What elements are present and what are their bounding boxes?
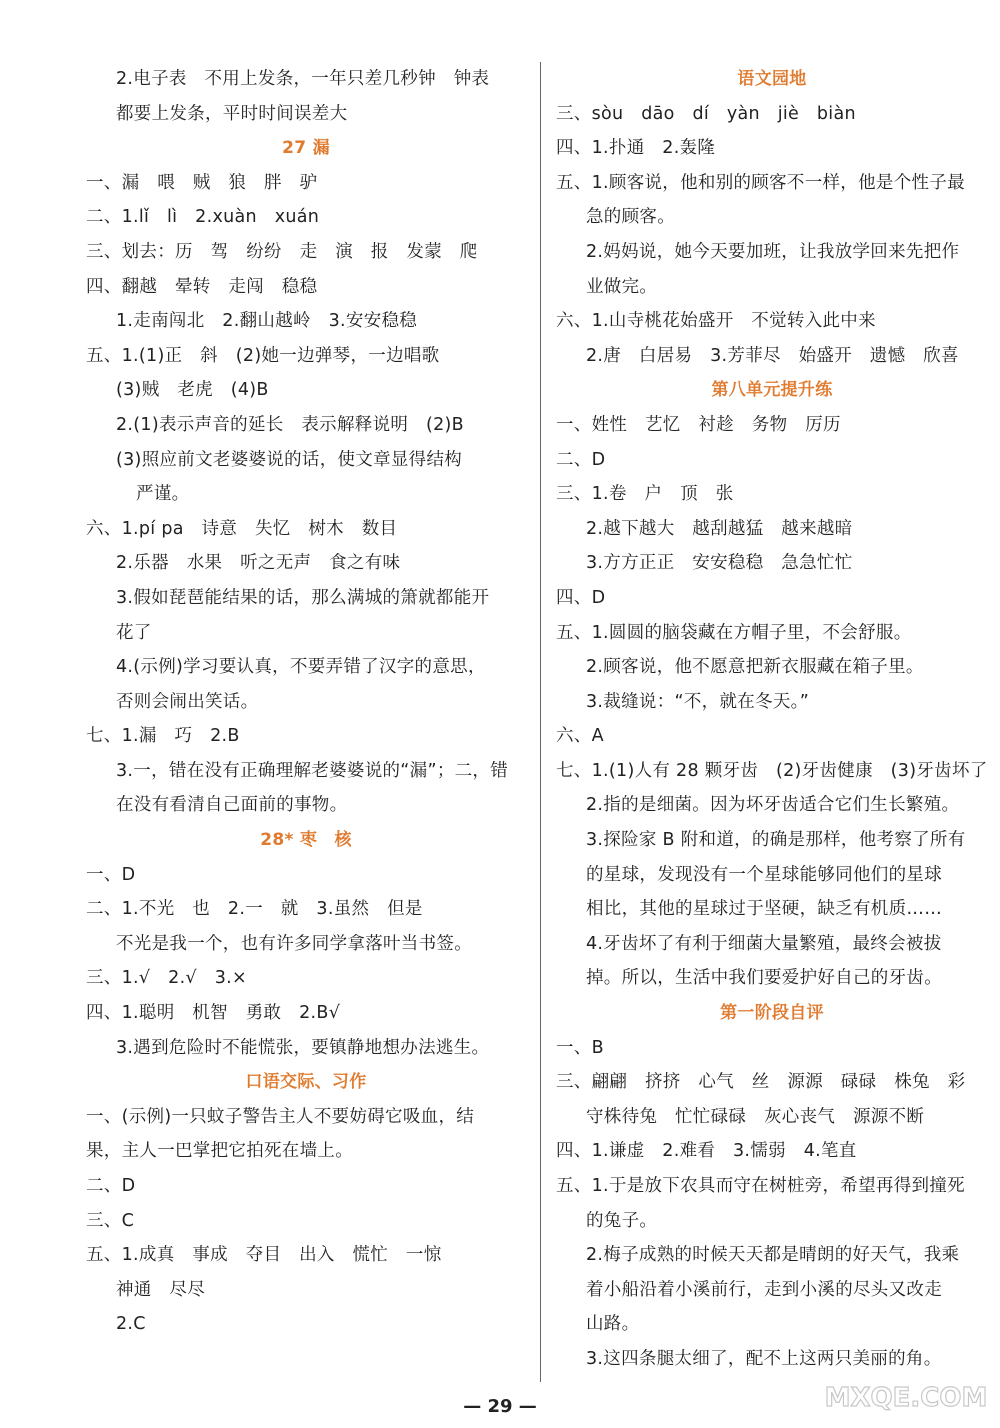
answer-line: 严谨。 <box>136 484 190 505</box>
answer-line: 一、B <box>556 1037 604 1058</box>
watermark-text: MXQE.COM <box>824 1383 988 1413</box>
answer-line: 守株待兔 忙忙碌碌 灰心丧气 源源不断 <box>586 1106 925 1127</box>
answer-line: 2.(1)表示声音的延长 表示解释说明 (2)B <box>116 414 464 435</box>
answer-line: 二、1.不光 也 2.一 就 3.虽然 但是 <box>86 899 423 920</box>
answer-line: 3.假如琵琶能结果的话，那么满城的箫就都能开 <box>116 587 490 608</box>
answer-line: 2.乐器 水果 听之无声 食之有味 <box>116 553 401 574</box>
answer-line: 五、1.成真 事成 夺目 出入 慌忙 一惊 <box>86 1245 442 1266</box>
answer-line: 2.指的是细菌。因为坏牙齿适合它们生长繁殖。 <box>586 795 960 816</box>
answer-line: (3)照应前文老婆婆说的话，使文章显得结构 <box>116 449 463 470</box>
answer-line: 急的顾客。 <box>586 207 675 228</box>
answer-line: 4.牙齿坏了有利于细菌大量繁殖，最终会被拔 <box>586 933 942 954</box>
answer-line: 神通 尽尽 <box>116 1279 205 1300</box>
answer-line: 六、A <box>556 726 604 747</box>
watermark-logo <box>822 1332 990 1418</box>
answer-line: 的星球，发现没有一个星球能够同他们的星球 <box>586 864 942 885</box>
answer-line: 四、翻越 晕转 走闯 稳稳 <box>86 276 318 297</box>
answer-line: 三、1.√ 2.√ 3.× <box>86 968 247 989</box>
answer-line: 三、sòu dāo dí yàn jiè biàn <box>556 103 856 124</box>
answer-line: 不光是我一个，也有许多同学拿落叶当书签。 <box>116 933 472 954</box>
answer-line: 2.越下越大 越刮越猛 越来越暗 <box>586 518 853 539</box>
answer-line: 2.C <box>116 1314 146 1335</box>
answer-line: 在没有看清自己面前的事物。 <box>116 795 348 816</box>
answer-line: 三、1.卷 户 顶 张 <box>556 484 734 505</box>
answer-line: 掉。所以，生活中我们要爱护好自己的牙齿。 <box>586 968 942 989</box>
answer-line: 六、1.pí pa 诗意 失忆 树木 数目 <box>86 518 398 539</box>
answer-line: 四、D <box>556 587 606 608</box>
answer-line: 3.这四条腿太细了，配不上这两只美丽的角。 <box>586 1348 942 1369</box>
page-number: — 29 — <box>463 1396 537 1417</box>
answer-line: 三、划去：历 驾 纷纷 走 演 报 发蒙 爬 <box>86 241 478 262</box>
answer-line: 四、1.聪明 机智 勇敢 2.B√ <box>86 1003 341 1024</box>
answer-line: 4.(示例)学习要认真，不要弄错了汉字的意思， <box>116 657 486 678</box>
answer-line: 3.遇到危险时不能慌张，要镇静地想办法逃生。 <box>116 1037 490 1058</box>
answer-line: 六、1.山寺桃花始盛开 不觉转入此中来 <box>556 311 876 332</box>
answer-line: 2.梅子成熟的时候天天都是晴朗的好天气，我乘 <box>586 1245 960 1266</box>
answer-line: 花了 <box>116 622 152 643</box>
answer-line: 果，主人一巴掌把它拍死在墙上。 <box>86 1141 353 1162</box>
answer-line: 二、D <box>556 449 606 470</box>
answer-line: 3.裁缝说：“不，就在冬天。” <box>586 691 810 712</box>
answer-line: 三、C <box>86 1210 135 1231</box>
section-heading: 口语交际、习作 <box>245 1072 367 1093</box>
answer-line: 否则会闹出笑话。 <box>116 691 259 712</box>
answer-line: 一、(示例)一只蚊子警告主人不要妨碍它吸血，结 <box>86 1106 475 1127</box>
answer-line: 五、1.于是放下农具而守在树桩旁，希望再得到撞死 <box>556 1176 965 1196</box>
answer-line: 五、1.圆圆的脑袋藏在方帽子里，不会舒服。 <box>556 622 912 643</box>
answer-line: 五、1.(1)正 斜 (2)她一边弹琴，一边唱歌 <box>86 345 440 366</box>
section-heading: 第八单元提升练 <box>711 380 833 401</box>
answer-line: 二、D <box>86 1176 136 1196</box>
answer-line: 的兔子。 <box>586 1210 658 1231</box>
section-heading: 语文园地 <box>737 69 807 89</box>
answer-line: 都要上发条，平时时间误差大 <box>116 103 348 124</box>
right-column <box>556 62 988 1377</box>
answer-line: 山路。 <box>586 1314 640 1335</box>
answer-line: 3.一，错在没有正确理解老婆婆说的“漏”；二，错 <box>116 760 509 781</box>
answer-line: 3.方方正正 安安稳稳 急急忙忙 <box>586 553 853 574</box>
answer-line: 二、1.lǐ lì 2.xuàn xuán <box>86 207 320 228</box>
answer-line: 四、1.谦虚 2.难看 3.懦弱 4.笔直 <box>556 1141 857 1162</box>
answer-line: 2.妈妈说，她今天要加班，让我放学回来先把作 <box>586 241 960 262</box>
answer-line: 2.唐 白居易 3.芳菲尽 始盛开 遗憾 欣喜 <box>586 345 959 366</box>
section-heading: 第一阶段自评 <box>720 1003 824 1024</box>
section-heading: 28* 枣 核 <box>260 830 352 851</box>
answer-line: 一、D <box>86 864 136 885</box>
section-heading: 27 漏 <box>282 138 330 159</box>
answer-line: 七、1.漏 巧 2.B <box>86 726 240 747</box>
answer-line: 七、1.(1)人有 28 颗牙齿 (2)牙齿健康 (3)牙齿坏了 <box>556 760 988 781</box>
answer-line: 2.顾客说，他不愿意把新衣服藏在箱子里。 <box>586 657 924 678</box>
answer-line: 相比，其他的星球过于坚硬，缺乏有机质…… <box>586 899 942 920</box>
answer-line: 2.电子表 不用上发条，一年只差几秒钟 钟表 <box>116 69 490 89</box>
answer-line: (3)贼 老虎 (4)B <box>116 380 269 401</box>
answer-line: 业做完。 <box>586 276 658 297</box>
left-column <box>86 62 526 1342</box>
answer-line: 一、漏 喂 贼 狼 胖 驴 <box>86 172 318 193</box>
answer-line: 3.探险家 B 附和道，的确是那样，他考察了所有 <box>586 830 966 851</box>
answer-line: 1.走南闯北 2.翻山越岭 3.安安稳稳 <box>116 311 418 332</box>
answer-line: 四、1.扑通 2.轰隆 <box>556 138 716 159</box>
answer-line: 一、姓性 艺忆 衬趁 务物 厉历 <box>556 414 841 435</box>
answer-line: 三、翩翩 挤挤 心气 丝 源源 碌碌 株兔 彩 <box>556 1072 966 1093</box>
answer-line: 着小船沿着小溪前行，走到小溪的尽头又改走 <box>586 1279 942 1300</box>
answer-line: 五、1.顾客说，他和别的顾客不一样，他是个性子最 <box>556 172 965 193</box>
column-divider <box>540 62 541 1382</box>
